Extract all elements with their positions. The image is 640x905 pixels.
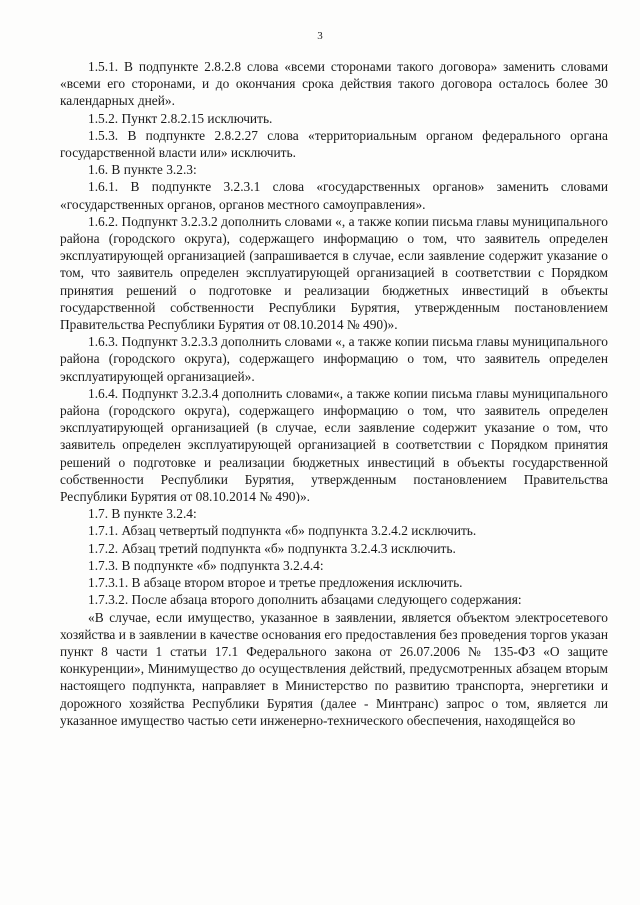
paragraph-1-6-1: 1.6.1. В подпункте 3.2.3.1 слова «государственных органов» заменить словами «государственных органов, органов местного самоуправления». — [60, 179, 608, 212]
document-body — [60, 58, 608, 729]
paragraph-1-7: 1.7. В пункте 3.2.4: — [88, 506, 197, 522]
paragraph-1-5-2: 1.5.2. Пункт 2.8.2.15 исключить. — [88, 110, 273, 126]
paragraph-1-7-3-1: 1.7.3.1. В абзаце втором второе и третье предложения исключить. — [88, 575, 463, 591]
paragraph-1-6-4: 1.6.4. Подпункт 3.2.3.4 дополнить словами«, а также копии письма главы муниципального района (городского округа), содержащего информацию о том, что заявитель определен эксплуатирующей организацией (в случае, если заявление содержит указание о том, что заявитель определен эксплуатирующей организацией в соответствии с Порядком принятия решений о подготовке и реализации бюджетных инвестиций в объекты государственной собственности Республики Бурятия, утвержденным постановлением Правительства Республики Бурятия от 08.10.2014 № 490)». — [60, 385, 608, 505]
paragraph-1-7-2: 1.7.2. Абзац третий подпункта «б» подпункта 3.2.4.3 исключить. — [88, 540, 456, 556]
paragraph-1-5-1: 1.5.1. В подпункте 2.8.2.8 слова «всеми сторонами такого договора» заменить словами «всеми его сторонами, и до окончания срока действия такого договора осталось более 30 календарных дней». — [60, 59, 608, 109]
paragraph-1-7-3: 1.7.3. В подпункте «б» подпункта 3.2.4.4: — [88, 557, 324, 573]
paragraph-1-5-3: 1.5.3. В подпункте 2.8.2.27 слова «территориальным органом федерального органа государственной власти или» исключить. — [60, 127, 608, 161]
paragraph-1-6: 1.6. В пункте 3.2.3: — [88, 162, 197, 178]
paragraph-1-7-3-2: 1.7.3.2. После абзаца второго дополнить абзацами следующего содержания: — [88, 592, 522, 608]
paragraph-quoted-addition: «В случае, если имущество, указанное в заявлении, является объектом электросетевого хозяйства и в заявлении в качестве основания его предоставления без проведения торгов указан пункт 8 части 1 статьи 17.1 Федерального закона от 26.07.2006 № 135-ФЗ «О защите конкуренции», Минимущество до осуществления действий, предусмотренных абзацем вторым настоящего подпункта, направляет в Министерство по развитию транспорта, энергетики и дорожного хозяйства Республики Бурятия (далее - Минтранс) запрос о том, является ли указанное имущество частью сети инженерно-технического обеспечения, находящейся во — [60, 609, 609, 728]
page-number: 3 — [317, 30, 323, 42]
paragraph-1-6-3: 1.6.3. Подпункт 3.2.3.3 дополнить словами «, а также копии письма главы муниципального района (городского округа), содержащего информацию о том, что заявитель определен эксплуатирующей организацией». — [60, 334, 608, 384]
paragraph-1-7-1: 1.7.1. Абзац четвертый подпункта «б» подпункта 3.2.4.2 исключить. — [88, 523, 477, 539]
paragraph-1-6-2: 1.6.2. Подпункт 3.2.3.2 дополнить словами «, а также копии письма главы муниципального района (городского округа), содержащего информацию о том, что заявитель определен эксплуатирующей организацией (запрашивается в случае, если заявление содержит указание о том, что заявитель определен эксплуатирующей организацией в соответствии с Порядком принятия решений о подготовке и реализации бюджетных инвестиций в объекты государственной собственности Республики Бурятия, утвержденным постановлением Правительства Республики Бурятия от 08.10.2014 № 490)». — [60, 213, 608, 333]
